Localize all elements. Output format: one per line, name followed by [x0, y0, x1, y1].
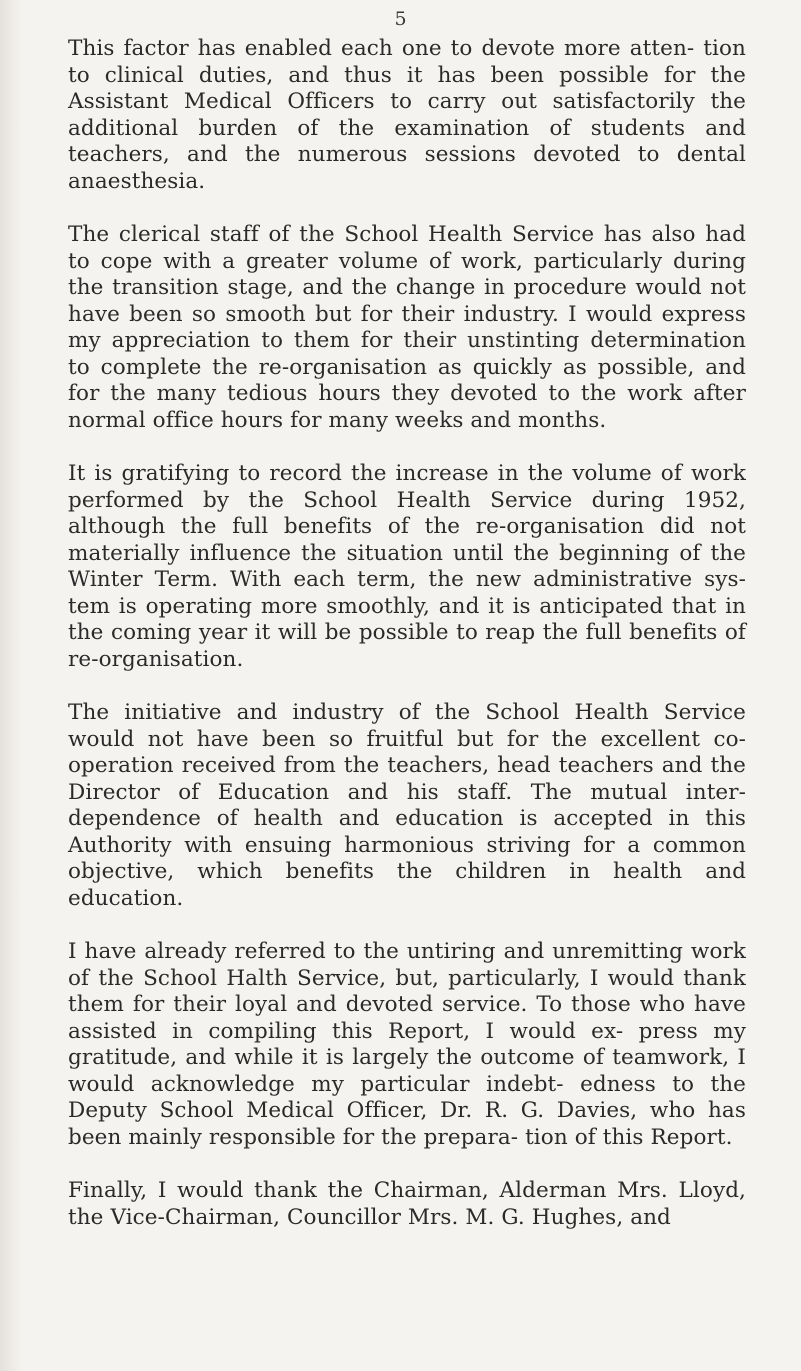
- page-edge-shadow: [0, 0, 22, 1371]
- page-number: 5: [394, 8, 407, 30]
- paragraph-cooperation: The initiative and industry of the School Health Service would not have been so fruitful but for the excellent co- operation received from the teachers, head teachers and the Director of Education and his staff. The mutual inter- dependence of health and education is accepted in this Authority with ensuing harmonious striving for a common objective, which benefits the children in health and education.: [68, 700, 746, 911]
- paragraph-clinical-duties: This factor has enabled each one to devote more atten- tion to clinical duties, and thus it has been possible for the Assistant Medical Officers to carry out satisfactorily the additional burden of the examination of students and teachers, and the numerous sessions devoted to dental anaesthesia.: [68, 36, 746, 194]
- paragraph-acknowledgements: I have already referred to the untiring and unremitting work of the School Halth Service, but, particularly, I would thank them for their loyal and devoted service. To those who have assisted in compiling this Report, I would ex- press my gratitude, and while it is largely the outcome of teamwork, I would acknowledge my particular indebt- edness to the Deputy School Medical Officer, Dr. R. G. Davies, who has been mainly responsible for the prepara- tion of this Report.: [68, 939, 746, 1150]
- paragraph-clerical-staff: The clerical staff of the School Health Service has also had to cope with a greater volume of work, particularly during the transition stage, and the change in procedure would not have been so smooth but for their industry. I would express my appreciation to them for their unstinting determination to complete the re-organisation as quickly as possible, and for the many tedious hours they devoted to the work after normal office hours for many weeks and months.: [68, 222, 746, 433]
- body-text: [68, 36, 746, 1231]
- paragraph-work-volume: It is gratifying to record the increase in the volume of work performed by the School Health Service during 1952, although the full benefits of the re-organisation did not materially influence the situation until the beginning of the Winter Term. With each term, the new administrative sys- tem is operating more smoothly, and it is anticipated that in the coming year it will be possible to reap the full benefits of re-organisation.: [68, 461, 746, 672]
- paragraph-final-thanks: Finally, I would thank the Chairman, Alderman Mrs. Lloyd, the Vice-Chairman, Councillor Mrs. M. G. Hughes, and: [68, 1178, 746, 1230]
